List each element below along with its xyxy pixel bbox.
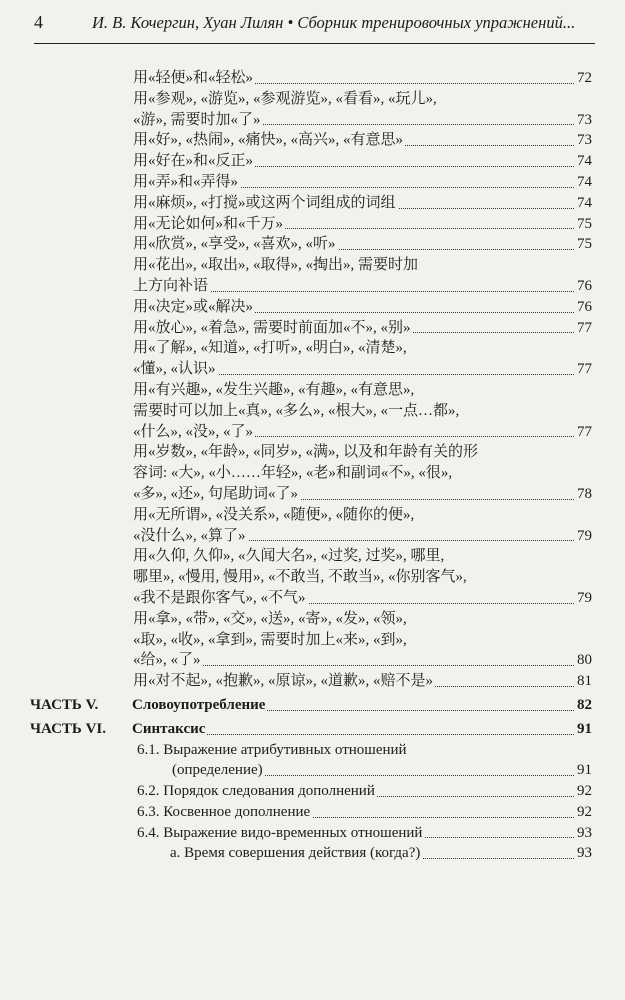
toc-entry-title: 用«麻烦», «打搅»或这两个词组成的词组 (133, 193, 398, 214)
header-rule (34, 43, 595, 44)
toc-entry-title: 用«对不起», «抱歉», «原谅», «道歉», «赔不是» (133, 671, 435, 692)
toc-part-entry (30, 695, 592, 716)
toc-entry (30, 650, 592, 671)
toc-entry-title: 用«岁数», «年龄», «同岁», «满», 以及和年龄有关的形 (133, 442, 480, 463)
toc-entry-title: 6.3. Косвенное дополнение (137, 802, 312, 823)
toc-entry-title: 用«久仰, 久仰», «久闻大名», «过奖, 过奖», 哪里, (133, 546, 446, 567)
toc-part-entry (30, 719, 592, 740)
toc-entry (30, 422, 592, 443)
toc-entry (30, 609, 592, 630)
toc-entry (30, 671, 592, 692)
toc-entry-title: 用«放心», «着急», 需要时前面加«不», «别» (133, 318, 413, 339)
toc-entry (30, 463, 592, 484)
toc-page-number: 76 (575, 276, 592, 297)
toc-entry (30, 484, 592, 505)
toc-entry-title: а. Время совершения действия (когда?) (170, 843, 422, 864)
toc-page-number: 78 (575, 484, 592, 505)
toc-page-number: 79 (575, 588, 592, 609)
toc-entry (30, 760, 592, 781)
toc-entry (30, 588, 592, 609)
toc-entry-title: «游», 需要时加«了» (133, 110, 263, 131)
toc-entry (30, 740, 592, 761)
toc-entry (30, 151, 592, 172)
toc-entry-title: «我不是跟你客气», «不气» (133, 588, 308, 609)
toc-entry-title: «什么», «没», «了» (133, 422, 255, 443)
toc-page-number: 73 (575, 110, 592, 131)
toc-entry-title: «懂», «认识» (133, 359, 218, 380)
toc-entry (30, 359, 592, 380)
toc-page-number: 76 (575, 297, 592, 318)
toc-entry (30, 380, 592, 401)
toc-page-number: 77 (575, 422, 592, 443)
page-number: 4 (34, 12, 43, 32)
toc-entry (30, 234, 592, 255)
toc-entry-title: 6.4. Выражение видо-временных отношений (137, 823, 424, 844)
toc-entry-title: 6.1. Выражение атрибутивных отношений (137, 740, 409, 761)
toc-page-number: 80 (575, 650, 592, 671)
toc-entry-title: «给», «了» (133, 650, 203, 671)
toc-entry-title: 用«决定»或«解决» (133, 297, 255, 318)
toc-entry-title: 6.2. Порядок следования дополнений (137, 781, 377, 802)
toc-entry-title: 用«好», «热闹», «痛快», «高兴», «有意思» (133, 130, 405, 151)
toc-entry-title: 用«轻便»和«轻松» (133, 68, 255, 89)
toc-entry (30, 781, 592, 802)
toc-entry (30, 526, 592, 547)
toc-entry (30, 193, 592, 214)
toc-entry-title: «取», «收», «拿到», 需要时加上«来», «到», (133, 630, 409, 651)
toc-entry (30, 68, 592, 89)
toc-entry (30, 442, 592, 463)
toc-entry-title: (определение) (172, 760, 265, 781)
toc-entry-title: 用«弄»和«弄得» (133, 172, 240, 193)
toc-entry-title: «多», «还», 句尾助词«了» (133, 484, 300, 505)
toc-part-label: ЧАСТЬ VI. (30, 720, 107, 737)
toc-entry (30, 843, 592, 864)
toc-entry (30, 89, 592, 110)
toc-page-number: 92 (575, 802, 592, 823)
toc-entry-title: 用«无论如何»和«千万» (133, 214, 285, 235)
toc-entry (30, 297, 592, 318)
toc-entry-title: 用«欣赏», «享受», «喜欢», «听» (133, 234, 338, 255)
toc-entry-title: Словоупотребление (132, 695, 267, 716)
toc-page-number: 75 (575, 214, 592, 235)
toc-page-number: 74 (575, 193, 592, 214)
toc-entry (30, 505, 592, 526)
toc-entry-title: 用«有兴趣», «发生兴趣», «有趣», «有意思», (133, 380, 416, 401)
toc-page-number: 93 (575, 823, 592, 844)
toc-page-number: 79 (575, 526, 592, 547)
running-title: И. В. Кочергин, Хуан Лилян • Сборник тренировочных упражнений... (92, 13, 576, 32)
toc-entry-title: 容词: «大», «小……年轻», «老»和副词«不», «很», (133, 463, 454, 484)
toc-entry (30, 802, 592, 823)
toc-entry (30, 276, 592, 297)
toc-entry (30, 401, 592, 422)
toc-entry (30, 567, 592, 588)
toc-entry-title: 上方向补语 (133, 276, 210, 297)
running-header (34, 12, 595, 42)
toc-entry-title: 哪里», «慢用, 慢用», «不敢当, 不敢当», «你别客气», (133, 567, 469, 588)
toc-page-number: 73 (575, 130, 592, 151)
toc-part-label: ЧАСТЬ V. (30, 696, 99, 713)
table-of-contents (30, 68, 592, 864)
toc-entry-title: 用«了解», «知道», «打听», «明白», «清楚», (133, 338, 409, 359)
toc-entry (30, 338, 592, 359)
toc-entry-title: 用«参观», «游览», «参观游览», «看看», «玩儿», (133, 89, 439, 110)
toc-page-number: 91 (575, 760, 592, 781)
toc-entry (30, 110, 592, 131)
toc-page-number: 72 (575, 68, 592, 89)
toc-entry-title: 用«花出», «取出», «取得», «掏出», 需要时加 (133, 255, 420, 276)
toc-page-number: 77 (575, 318, 592, 339)
toc-entry (30, 130, 592, 151)
toc-page-number: 74 (575, 151, 592, 172)
toc-entry (30, 546, 592, 567)
toc-entry (30, 630, 592, 651)
toc-page-number: 91 (575, 719, 592, 740)
toc-entry-title: 需要时可以加上«真», «多么», «根大», «一点…都», (133, 401, 461, 422)
toc-entry (30, 823, 592, 844)
toc-page-number: 93 (575, 843, 592, 864)
toc-entry-title: «没什么», «算了» (133, 526, 248, 547)
toc-page-number: 77 (575, 359, 592, 380)
toc-page-number: 92 (575, 781, 592, 802)
toc-page-number: 81 (575, 671, 592, 692)
toc-page-number: 74 (575, 172, 592, 193)
toc-entry (30, 255, 592, 276)
toc-entry (30, 318, 592, 339)
toc-entry (30, 172, 592, 193)
toc-entry (30, 214, 592, 235)
toc-page-number: 75 (575, 234, 592, 255)
toc-entry-title: Синтаксис (132, 719, 207, 740)
toc-entry-title: 用«拿», «带», «交», «送», «寄», «发», «领», (133, 609, 409, 630)
toc-entry-title: 用«好在»和«反正» (133, 151, 255, 172)
toc-page-number: 82 (575, 695, 592, 716)
toc-entry-title: 用«无所谓», «没关系», «随便», «随你的便», (133, 505, 416, 526)
